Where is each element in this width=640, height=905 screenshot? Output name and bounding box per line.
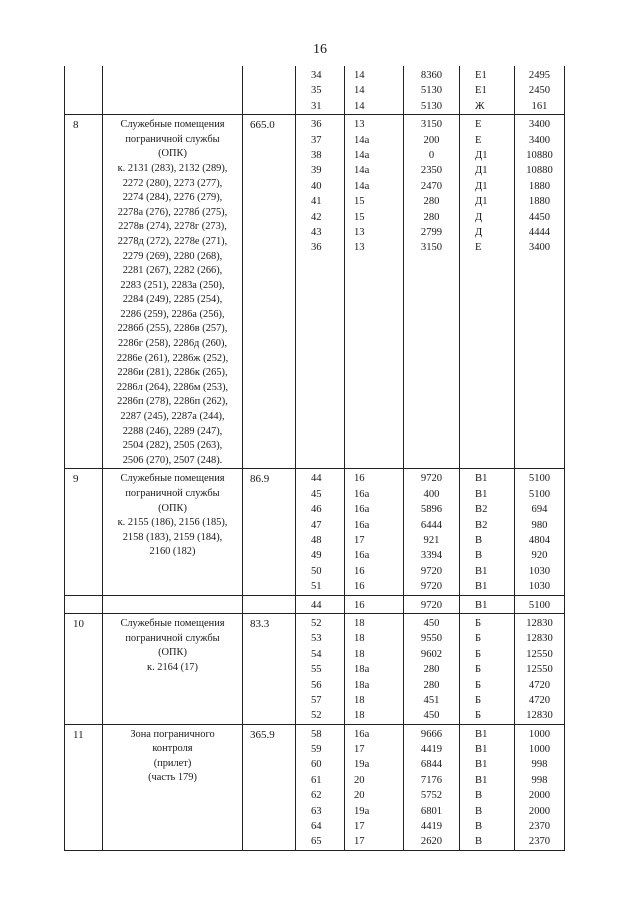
limit-value: 1000 bbox=[528, 728, 551, 740]
floor-value: 18 bbox=[354, 633, 365, 645]
description-line: пограничной службы bbox=[125, 632, 220, 644]
distance-value: 200 bbox=[423, 134, 440, 146]
area-value: 365.9 bbox=[243, 724, 296, 850]
area-value bbox=[243, 66, 296, 115]
zone-code: Д bbox=[475, 226, 483, 238]
table-row bbox=[65, 613, 565, 724]
floor-value: 19а bbox=[354, 805, 370, 817]
description-line: 2286е (261), 2286ж (252), bbox=[116, 352, 229, 364]
description-line: 2504 (282), 2505 (263), bbox=[122, 440, 223, 452]
floor-value: 16а bbox=[354, 488, 370, 500]
distance-value: 2620 bbox=[420, 836, 443, 848]
floor-value: 13 bbox=[354, 226, 365, 238]
point-number: 37 bbox=[311, 134, 322, 146]
zone-code: Е bbox=[475, 134, 482, 146]
limit-value: 10880 bbox=[526, 149, 553, 161]
point-number: 36 bbox=[311, 242, 322, 254]
floor-value: 17 bbox=[354, 534, 365, 546]
zone-code: Д1 bbox=[475, 149, 488, 161]
floor-value: 20 bbox=[354, 774, 365, 786]
page-number: 16 bbox=[313, 42, 327, 57]
row-number: 9 bbox=[65, 469, 103, 595]
point-number-column bbox=[296, 115, 345, 469]
distance-value: 9720 bbox=[420, 565, 443, 577]
limit-value: 2370 bbox=[528, 836, 551, 848]
description-line: 2286г (258), 2286д (260), bbox=[117, 338, 228, 350]
floor-value: 16 bbox=[354, 599, 365, 611]
zone-code-column bbox=[460, 66, 515, 115]
floor-value: 13 bbox=[354, 119, 365, 131]
limit-value: 5100 bbox=[528, 599, 551, 611]
limit-value: 3400 bbox=[528, 242, 551, 254]
description-line: Зона пограничного bbox=[130, 728, 215, 740]
premises-description bbox=[103, 595, 243, 613]
floor-value: 17 bbox=[354, 836, 365, 848]
point-number: 53 bbox=[311, 633, 322, 645]
distance-value: 4419 bbox=[420, 744, 443, 756]
description-line: 2281 (267), 2282 (266), bbox=[122, 265, 223, 277]
limit-value: 10880 bbox=[526, 165, 553, 177]
floor-value: 14 bbox=[354, 100, 365, 112]
point-number: 63 bbox=[311, 805, 322, 817]
zone-code: В1 bbox=[475, 599, 488, 611]
zone-code: В1 bbox=[475, 473, 488, 485]
zone-code-column bbox=[460, 724, 515, 850]
limit-value: 5100 bbox=[528, 488, 551, 500]
distance-value: 3150 bbox=[420, 119, 443, 131]
description-line: 2158 (183), 2159 (184), bbox=[122, 531, 223, 543]
floor-value: 17 bbox=[354, 821, 365, 833]
floor-value: 16а bbox=[354, 504, 370, 516]
description-line: 2272 (280), 2273 (277), bbox=[122, 177, 223, 189]
row-number bbox=[65, 66, 103, 115]
floor-value: 14а bbox=[354, 165, 370, 177]
limit-value: 1880 bbox=[528, 180, 551, 192]
distance-value: 5130 bbox=[420, 85, 443, 97]
point-number: 64 bbox=[311, 821, 322, 833]
distance-value: 6844 bbox=[420, 759, 443, 771]
zone-code: В1 bbox=[475, 759, 488, 771]
distance-value: 0 bbox=[428, 149, 435, 161]
description-line: к. 2164 (17) bbox=[147, 661, 198, 673]
area-value: 86.9 bbox=[243, 469, 296, 595]
distance-value: 4419 bbox=[420, 821, 443, 833]
zone-code-column bbox=[460, 115, 515, 469]
zone-code: Б bbox=[475, 664, 482, 676]
limit-value: 2000 bbox=[528, 805, 551, 817]
zone-code: В bbox=[475, 550, 483, 562]
point-number: 42 bbox=[311, 211, 322, 223]
distance-value-column bbox=[404, 66, 460, 115]
description-line: контроля bbox=[152, 743, 193, 755]
zone-code: В1 bbox=[475, 774, 488, 786]
floor-value: 16 bbox=[354, 581, 365, 593]
point-number: 46 bbox=[311, 504, 322, 516]
limit-value: 694 bbox=[531, 504, 548, 516]
floor-value: 16а bbox=[354, 728, 370, 740]
distance-value: 6444 bbox=[420, 519, 443, 531]
zone-code: В2 bbox=[475, 504, 488, 516]
description-line: 2278а (276), 2278б (275), bbox=[117, 206, 228, 218]
zone-code: Б bbox=[475, 694, 482, 706]
premises-description bbox=[103, 613, 243, 724]
zone-code: Д1 bbox=[475, 165, 488, 177]
point-number: 59 bbox=[311, 744, 322, 756]
floor-value: 14 bbox=[354, 70, 365, 81]
distance-value: 450 bbox=[423, 710, 440, 722]
description-line: 2286л (264), 2286м (253), bbox=[116, 381, 229, 393]
point-number: 47 bbox=[311, 519, 322, 531]
point-number: 44 bbox=[311, 473, 322, 485]
floor-value: 18а bbox=[354, 664, 370, 676]
point-number: 40 bbox=[311, 180, 322, 192]
zone-code: Д1 bbox=[475, 196, 488, 208]
description-line: 2274 (284), 2276 (279), bbox=[122, 192, 223, 204]
zone-code: В bbox=[475, 836, 483, 848]
description-line: (ОПК) bbox=[158, 148, 187, 160]
distance-value: 5896 bbox=[420, 504, 443, 516]
point-number: 56 bbox=[311, 679, 322, 691]
distance-value: 280 bbox=[423, 211, 440, 223]
point-number: 41 bbox=[311, 196, 322, 208]
description-line: 2284 (249), 2285 (254), bbox=[122, 294, 223, 306]
point-number: 38 bbox=[311, 149, 322, 161]
limit-value: 2000 bbox=[528, 790, 551, 802]
point-number: 31 bbox=[311, 100, 322, 112]
distance-value: 921 bbox=[423, 534, 440, 546]
description-line: Служебные помещения bbox=[120, 119, 225, 131]
distance-value-column bbox=[404, 115, 460, 469]
premises-description bbox=[103, 115, 243, 469]
point-number: 62 bbox=[311, 790, 322, 802]
zone-code-column bbox=[460, 469, 515, 595]
point-number: 52 bbox=[311, 617, 322, 629]
floor-value-column bbox=[345, 115, 404, 469]
point-number: 61 bbox=[311, 774, 322, 786]
distance-value: 400 bbox=[423, 488, 440, 500]
point-number: 49 bbox=[311, 550, 322, 562]
distance-value: 450 bbox=[423, 617, 440, 629]
description-line: 2279 (269), 2280 (268), bbox=[122, 250, 223, 262]
row-number bbox=[65, 595, 103, 613]
limit-value: 12830 bbox=[526, 617, 553, 629]
limit-value: 12830 bbox=[526, 710, 553, 722]
limit-value: 4720 bbox=[528, 679, 551, 691]
limit-value-column bbox=[515, 724, 565, 850]
zone-code: В1 bbox=[475, 565, 488, 577]
floor-value-column bbox=[345, 469, 404, 595]
row-number: 10 bbox=[65, 613, 103, 724]
distance-value: 7176 bbox=[420, 774, 443, 786]
zone-code: В bbox=[475, 790, 483, 802]
point-number: 50 bbox=[311, 565, 322, 577]
zone-code: E1 bbox=[475, 70, 487, 81]
distance-value: 6801 bbox=[420, 805, 443, 817]
floor-value-column bbox=[345, 613, 404, 724]
limit-value: 920 bbox=[531, 550, 548, 562]
limit-value: 1030 bbox=[528, 565, 551, 577]
floor-value: 20 bbox=[354, 790, 365, 802]
point-number: 48 bbox=[311, 534, 322, 546]
point-number-column bbox=[296, 66, 345, 115]
point-number-column bbox=[296, 469, 345, 595]
zone-code: Б bbox=[475, 710, 482, 722]
zone-code: Д1 bbox=[475, 180, 488, 192]
zone-code: Б bbox=[475, 648, 482, 660]
limit-value: 3400 bbox=[528, 119, 551, 131]
description-line: (ОПК) bbox=[158, 502, 187, 514]
floor-value-column bbox=[345, 595, 404, 613]
description-line: 2160 (182) bbox=[149, 546, 196, 558]
floor-value: 18 bbox=[354, 710, 365, 722]
floor-value: 19а bbox=[354, 759, 370, 771]
area-value: 83.3 bbox=[243, 613, 296, 724]
limit-value-column bbox=[515, 66, 565, 115]
distance-value: 5752 bbox=[420, 790, 443, 802]
limit-value: 12830 bbox=[526, 633, 553, 645]
zone-code: В bbox=[475, 534, 483, 546]
limit-value: 4804 bbox=[528, 534, 551, 546]
distance-value: 280 bbox=[423, 679, 440, 691]
table-row bbox=[65, 469, 565, 595]
point-number-column bbox=[296, 595, 345, 613]
point-number: 51 bbox=[311, 581, 322, 593]
limit-value: 12550 bbox=[526, 664, 553, 676]
point-number: 54 bbox=[311, 648, 322, 660]
distance-value: 9720 bbox=[420, 473, 443, 485]
limit-value-column bbox=[515, 115, 565, 469]
zone-code: В1 bbox=[475, 744, 488, 756]
limit-value: 1030 bbox=[528, 581, 551, 593]
description-line: 2286б (255), 2286в (257), bbox=[117, 323, 228, 335]
zone-code: В1 bbox=[475, 488, 488, 500]
zone-code: Б bbox=[475, 617, 482, 629]
distance-value: 280 bbox=[423, 196, 440, 208]
floor-value: 16 bbox=[354, 565, 365, 577]
floor-value: 15 bbox=[354, 196, 365, 208]
point-number: 55 bbox=[311, 664, 322, 676]
point-number: 45 bbox=[311, 488, 322, 500]
description-line: пограничной службы bbox=[125, 133, 220, 145]
distance-value: 9720 bbox=[420, 599, 443, 611]
limit-value: 4450 bbox=[528, 211, 551, 223]
zone-code: Ж bbox=[475, 100, 485, 112]
zone-code: В bbox=[475, 821, 483, 833]
floor-value: 18а bbox=[354, 679, 370, 691]
table-row bbox=[65, 595, 565, 613]
floor-value: 16 bbox=[354, 473, 365, 485]
distance-value: 2799 bbox=[420, 226, 443, 238]
point-number: 44 bbox=[311, 599, 322, 611]
zone-code: Е bbox=[475, 119, 482, 131]
zone-code: E1 bbox=[475, 85, 487, 97]
distance-value-column bbox=[404, 469, 460, 595]
limit-value-column bbox=[515, 613, 565, 724]
zone-code: Д bbox=[475, 211, 483, 223]
limit-value: 4720 bbox=[528, 694, 551, 706]
zone-code: В1 bbox=[475, 728, 488, 740]
point-number-column bbox=[296, 613, 345, 724]
floor-value: 16а bbox=[354, 550, 370, 562]
distance-value: 2350 bbox=[420, 165, 443, 177]
floor-value: 15 bbox=[354, 211, 365, 223]
distance-value-column bbox=[404, 595, 460, 613]
description-line: Служебные помещения bbox=[120, 617, 225, 629]
description-line: 2286и (281), 2286к (265), bbox=[117, 367, 228, 379]
distance-value-column bbox=[404, 724, 460, 850]
zone-code: В1 bbox=[475, 581, 488, 593]
description-line: (ОПК) bbox=[158, 647, 187, 659]
zone-code-column bbox=[460, 613, 515, 724]
limit-value: 998 bbox=[531, 774, 548, 786]
distance-value: 9720 bbox=[420, 581, 443, 593]
point-number: 43 bbox=[311, 226, 322, 238]
floor-value: 14а bbox=[354, 180, 370, 192]
point-number: 58 bbox=[311, 728, 322, 740]
limit-value: 2370 bbox=[528, 821, 551, 833]
distance-value: 5130 bbox=[420, 100, 443, 112]
zone-code: В2 bbox=[475, 519, 488, 531]
limit-value: 12550 bbox=[526, 648, 553, 660]
floor-value: 18 bbox=[354, 694, 365, 706]
description-line: Служебные помещения bbox=[120, 473, 225, 485]
floor-value-column bbox=[345, 66, 404, 115]
limit-value: 2450 bbox=[528, 85, 551, 97]
distance-value: 280 bbox=[423, 664, 440, 676]
distance-value: 9666 bbox=[420, 728, 443, 740]
premises-description bbox=[103, 469, 243, 595]
limit-value: 1000 bbox=[528, 744, 551, 756]
zone-code: Б bbox=[475, 679, 482, 691]
limit-value: 980 bbox=[531, 519, 548, 531]
description-line: пограничной службы bbox=[125, 488, 220, 500]
distance-value: 2470 bbox=[420, 180, 443, 192]
premises-description bbox=[103, 66, 243, 115]
description-line: 2283 (251), 2283а (250), bbox=[120, 279, 225, 291]
distance-value: 3150 bbox=[420, 242, 443, 254]
point-number: 39 bbox=[311, 165, 322, 177]
limit-value: 3400 bbox=[528, 134, 551, 146]
distance-value: 9602 bbox=[420, 648, 443, 660]
point-number: 34 bbox=[311, 70, 322, 81]
description-line: 2278д (272), 2278е (271), bbox=[117, 235, 228, 247]
point-number-column bbox=[296, 724, 345, 850]
description-line: к. 2155 (186), 2156 (185), bbox=[117, 517, 228, 529]
limit-value: 2495 bbox=[528, 70, 551, 81]
description-line: 2278в (274), 2278г (273), bbox=[118, 221, 227, 233]
description-line: 2506 (270), 2507 (248). bbox=[122, 454, 223, 466]
description-line: к. 2131 (283), 2132 (289), bbox=[117, 162, 228, 174]
distance-value: 451 bbox=[423, 694, 440, 706]
floor-value: 13 bbox=[354, 242, 365, 254]
limit-value-column bbox=[515, 469, 565, 595]
floor-value: 17 bbox=[354, 744, 365, 756]
floor-value: 14а bbox=[354, 149, 370, 161]
description-line: (прилет) bbox=[153, 757, 192, 769]
point-number: 36 bbox=[311, 119, 322, 131]
distance-value: 9550 bbox=[420, 633, 443, 645]
floor-value: 18 bbox=[354, 648, 365, 660]
description-line: 2286 (259), 2286а (256), bbox=[120, 308, 225, 320]
point-number: 52 bbox=[311, 710, 322, 722]
table-row bbox=[65, 115, 565, 469]
distance-value: 8360 bbox=[420, 70, 443, 81]
premises-description bbox=[103, 724, 243, 850]
floor-value: 16а bbox=[354, 519, 370, 531]
row-number: 11 bbox=[65, 724, 103, 850]
description-line: 2286п (278), 2286п (262), bbox=[117, 396, 228, 408]
limit-value: 1880 bbox=[528, 196, 551, 208]
point-number: 35 bbox=[311, 85, 322, 97]
zone-code: Е bbox=[475, 242, 482, 254]
area-value: 665.0 bbox=[243, 115, 296, 469]
point-number: 60 bbox=[311, 759, 322, 771]
area-value bbox=[243, 595, 296, 613]
table-row bbox=[65, 724, 565, 850]
description-line: 2287 (245), 2287а (244), bbox=[120, 411, 225, 423]
floor-value-column bbox=[345, 724, 404, 850]
zone-code: В bbox=[475, 805, 483, 817]
limit-value: 5100 bbox=[528, 473, 551, 485]
point-number: 65 bbox=[311, 836, 322, 848]
floor-value: 14а bbox=[354, 134, 370, 146]
row-number: 8 bbox=[65, 115, 103, 469]
description-line: (часть 179) bbox=[148, 772, 197, 784]
limit-value: 998 bbox=[531, 759, 548, 771]
distance-value-column bbox=[404, 613, 460, 724]
data-table bbox=[64, 66, 565, 851]
table-row bbox=[65, 66, 565, 115]
floor-value: 14 bbox=[354, 85, 365, 97]
description-line: 2288 (246), 2289 (247), bbox=[122, 425, 223, 437]
zone-code-column bbox=[460, 595, 515, 613]
limit-value-column bbox=[515, 595, 565, 613]
point-number: 57 bbox=[311, 694, 322, 706]
zone-code: Б bbox=[475, 633, 482, 645]
limit-value: 161 bbox=[531, 100, 548, 112]
distance-value: 3394 bbox=[420, 550, 443, 562]
limit-value: 4444 bbox=[528, 226, 551, 238]
floor-value: 18 bbox=[354, 617, 365, 629]
